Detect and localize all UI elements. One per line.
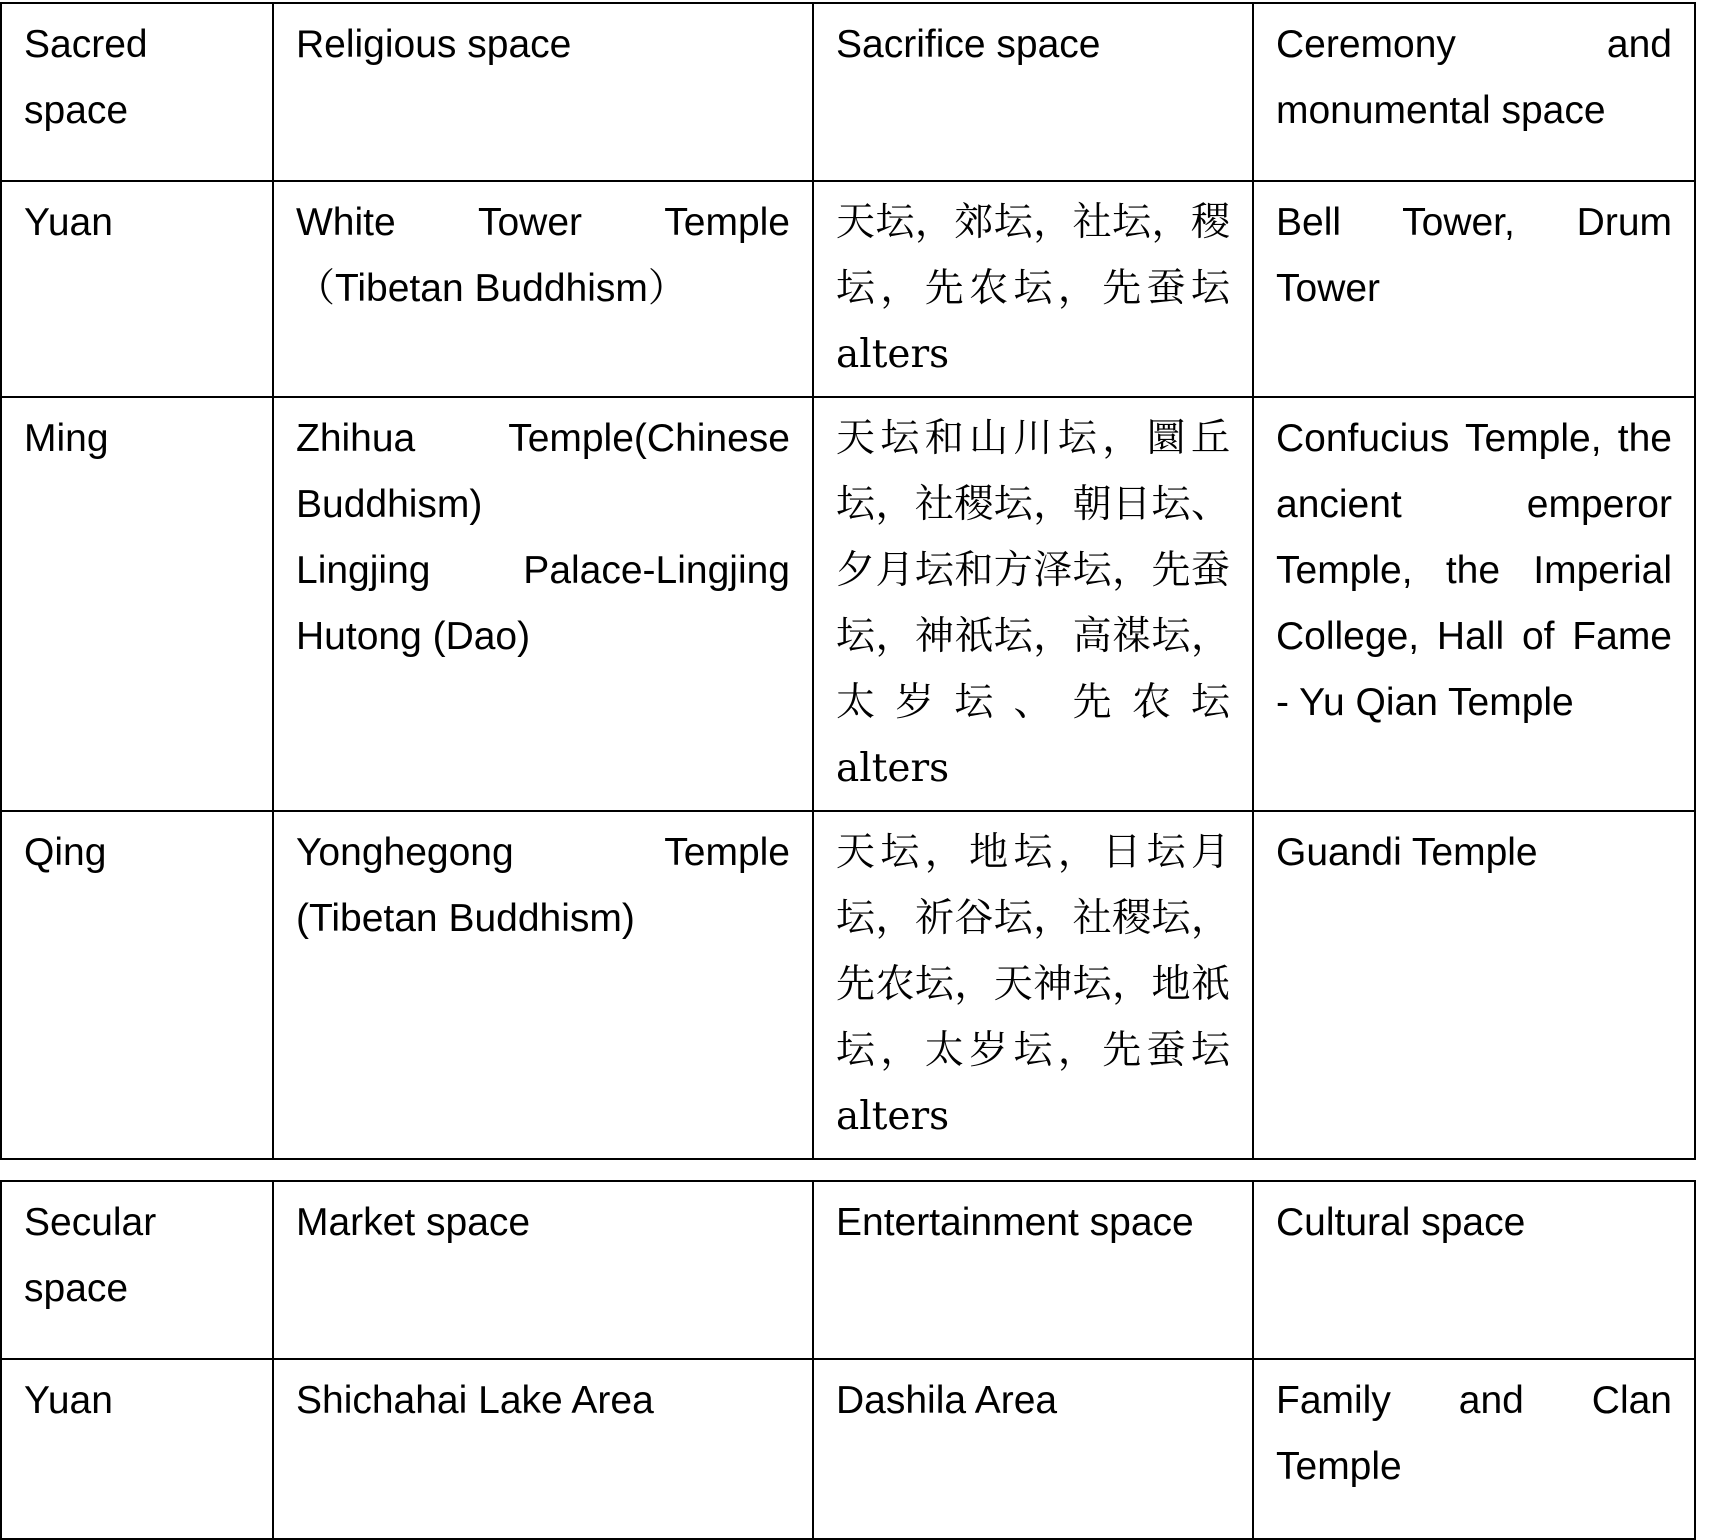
religious-cell (273, 397, 813, 811)
secular-space-table (0, 1180, 1696, 1540)
table-row (1, 811, 1695, 1159)
table-header-row (1, 3, 1695, 181)
sacred-space-table (0, 2, 1696, 1160)
table-row (1, 397, 1695, 811)
table-row (1, 1359, 1695, 1539)
religious-line: Zhihua Temple(Chinese Buddhism) (296, 417, 790, 526)
ceremony-cell: Confucius Temple, the ancient emperor Temple, the Imperial College, Hall of Fame - Yu Qian Temple (1253, 397, 1695, 811)
ceremony-cell: Guandi Temple (1253, 811, 1695, 1159)
header-cell-religious-space: Religious space (273, 3, 813, 181)
period-cell: Ming (1, 397, 273, 811)
period-cell: Yuan (1, 181, 273, 397)
header-cell-entertainment-space: Entertainment space (813, 1181, 1253, 1359)
header-cell-sacrifice-space: Sacrifice space (813, 3, 1253, 181)
table-header-row (1, 1181, 1695, 1359)
header-cell-market-space: Market space (273, 1181, 813, 1359)
religious-line: Lingjing Palace-Lingjing Hutong (Dao) (296, 549, 790, 658)
period-cell: Qing (1, 811, 273, 1159)
period-cell: Yuan (1, 1359, 273, 1539)
header-cell-sacred-space: Sacred space (1, 3, 273, 181)
cultural-cell: Family and Clan Temple (1253, 1359, 1695, 1539)
sacrifice-cell: 天坛，郊坛，社坛，稷坛，先农坛，先蚕坛 alters (813, 181, 1253, 397)
sacrifice-cell: 天坛和山川坛，圜丘坛，社稷坛，朝日坛、夕月坛和方泽坛，先蚕坛，神祇坛，高禖坛，太岁坛、先农坛 alters (813, 397, 1253, 811)
header-cell-secular-space: Secular space (1, 1181, 273, 1359)
ceremony-cell: Bell Tower, Drum Tower (1253, 181, 1695, 397)
table-row (1, 181, 1695, 397)
religious-cell: White Tower Temple （Tibetan Buddhism） (273, 181, 813, 397)
sacrifice-cell: 天坛，地坛，日坛月坛，祈谷坛，社稷坛，先农坛，天神坛，地祇坛，太岁坛，先蚕坛 alters (813, 811, 1253, 1159)
market-cell: Shichahai Lake Area (273, 1359, 813, 1539)
header-cell-cultural-space: Cultural space (1253, 1181, 1695, 1359)
religious-cell: Yonghegong Temple (Tibetan Buddhism) (273, 811, 813, 1159)
header-cell-ceremony-space: Ceremony and monumental space (1253, 3, 1695, 181)
entertainment-cell: Dashila Area (813, 1359, 1253, 1539)
